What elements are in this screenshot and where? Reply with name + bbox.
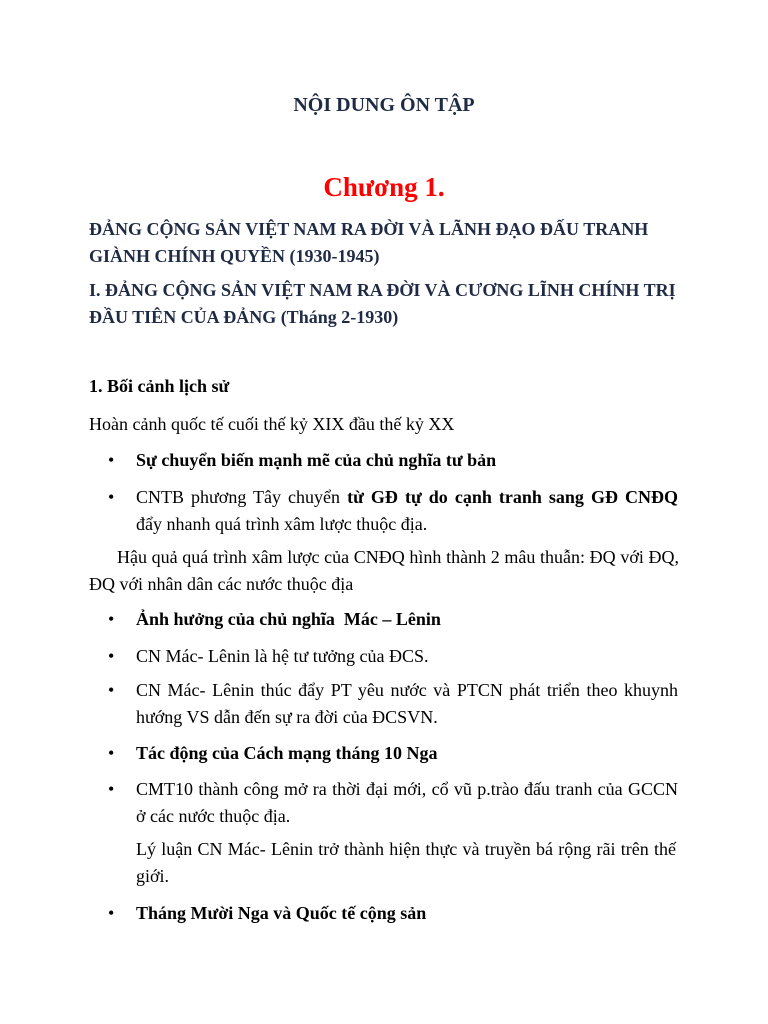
theory-paragraph: Lý luận CN Mác- Lênin trở thành hiện thực và truyền bá rộng rãi trên thế giới. bbox=[136, 839, 676, 886]
bullet-text: Sự chuyển biến mạnh mẽ của chủ nghĩa tư bản bbox=[136, 450, 497, 470]
section-heading: I. ĐẢNG CỘNG SẢN VIỆT NAM RA ĐỜI VÀ CƯƠNG LĨNH CHÍNH TRỊ ĐẦU TIÊN CỦA ĐẢNG (Tháng 2-1930) bbox=[89, 280, 676, 327]
intro-paragraph: Hoàn cảnh quốc tế cuối thế kỷ XIX đầu thế kỷ XX bbox=[89, 414, 455, 434]
bullet-icon: • bbox=[108, 779, 115, 799]
bullet-item bbox=[108, 447, 678, 474]
bullet-item bbox=[108, 484, 678, 538]
bullet-text-pre: CNTB phương Tây chuyển bbox=[136, 487, 348, 507]
bullet-text bbox=[136, 484, 678, 538]
bullet-icon: • bbox=[108, 903, 115, 923]
bullet-icon: • bbox=[108, 646, 115, 666]
bullet-item bbox=[108, 677, 678, 731]
bullet-item bbox=[108, 900, 678, 927]
chapter-title: Chương 1. bbox=[323, 172, 445, 202]
main-heading: ĐẢNG CỘNG SẢN VIỆT NAM RA ĐỜI VÀ LÃNH ĐẠO ĐẤU TRANH GIÀNH CHÍNH QUYỀN (1930-1945) bbox=[89, 219, 649, 266]
bullet-icon: • bbox=[108, 609, 115, 629]
bullet-icon: • bbox=[108, 680, 115, 700]
bullet-item bbox=[108, 606, 678, 633]
bullet-text-post: đẩy nhanh quá trình xâm lược thuộc địa. bbox=[136, 514, 428, 534]
consequence-paragraph: Hậu quả quá trình xâm lược của CNĐQ hình thành 2 mâu thuẫn: ĐQ với ĐQ, ĐQ với nhân dân các nước thuộc địa bbox=[89, 547, 679, 594]
bullet-icon: • bbox=[108, 743, 115, 763]
bullet-text: Ảnh hưởng của chủ nghĩa Mác – Lênin bbox=[136, 609, 441, 629]
bullet-text: CN Mác- Lênin là hệ tư tưởng của ĐCS. bbox=[136, 646, 429, 666]
bullet-item bbox=[108, 643, 678, 670]
bullet-item bbox=[108, 776, 678, 830]
subsection-heading: 1. Bối cảnh lịch sử bbox=[89, 376, 230, 396]
bullet-icon: • bbox=[108, 450, 115, 470]
bullet-item bbox=[108, 740, 678, 767]
bullet-text: Tháng Mười Nga và Quốc tế cộng sản bbox=[136, 903, 427, 923]
bullet-icon: • bbox=[108, 487, 115, 507]
document-title: NỘI DUNG ÔN TẬP bbox=[293, 94, 475, 116]
bullet-text-bold: từ GĐ tự do cạnh tranh sang GĐ CNĐQ bbox=[347, 487, 679, 507]
bullet-text: CN Mác- Lênin thúc đẩy PT yêu nước và PTCN phát triển theo khuynh hướng VS dẫn đến sự ra đời của ĐCSVN. bbox=[136, 680, 678, 727]
bullet-text: CMT10 thành công mở ra thời đại mới, cổ vũ p.trào đấu tranh của GCCN ở các nước thuộc địa. bbox=[136, 779, 678, 826]
bullet-text: Tác động của Cách mạng tháng 10 Nga bbox=[136, 743, 438, 763]
